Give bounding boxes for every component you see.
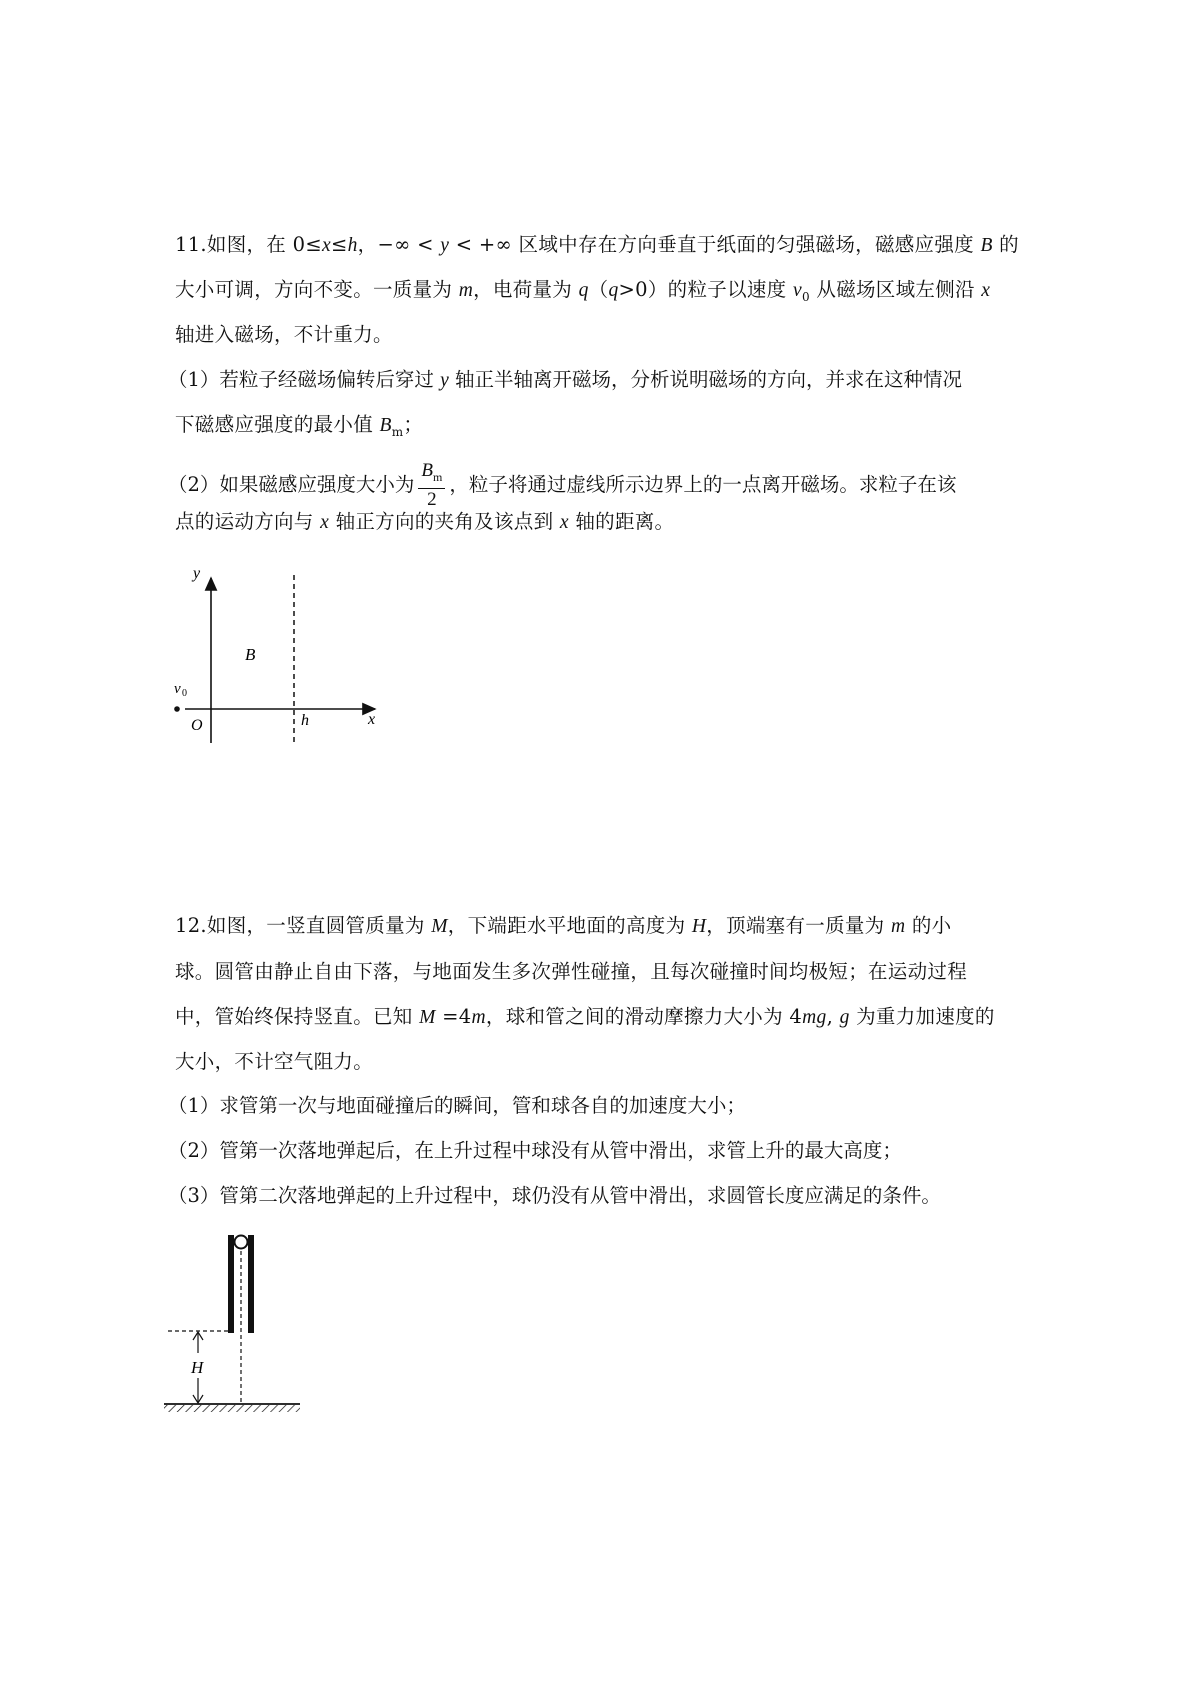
- q12-text: （3）管第二次落地弹起的上升过程中，球仍没有从管中滑出，求圆管长度应满足的条件。: [168, 1184, 941, 1207]
- var-m: m: [890, 916, 906, 937]
- q12-text: 为重力加速度的: [849, 1005, 995, 1028]
- label-v-sub: 0: [182, 688, 187, 699]
- q11-text: 下磁感应强度的最小值: [175, 413, 380, 436]
- q12-text: 中，管始终保持竖直。已知: [175, 1005, 420, 1028]
- q11-part-2-line-2: [175, 509, 674, 536]
- q11-line-3: [175, 322, 393, 348]
- q11-text: （1）若粒子经磁场偏转后穿过: [168, 368, 441, 391]
- q11-text: >0）的粒子以速度: [618, 278, 793, 301]
- var-mg: mg: [802, 1007, 827, 1028]
- q11-part-1-line-1: [168, 367, 962, 394]
- q11-text: （: [588, 278, 609, 301]
- var-y: y: [440, 235, 450, 256]
- var-B: B: [421, 460, 434, 481]
- q11-text: 的: [992, 233, 1019, 256]
- q12-text: ，下端距水平地面的高度为: [447, 914, 692, 937]
- label-y: y: [193, 565, 201, 582]
- var-x: x: [559, 512, 569, 533]
- q12-line-4: [175, 1049, 373, 1075]
- subscript-0: 0: [801, 289, 810, 304]
- var-M: M: [419, 1007, 436, 1028]
- q11-line-1: [175, 232, 1019, 259]
- q12-line-2: [175, 959, 967, 985]
- q12-text: （2）管第一次落地弹起后，在上升过程中球没有从管中滑出，求管上升的最大高度；: [168, 1139, 902, 1162]
- var-m: m: [458, 280, 474, 301]
- subscript-m: m: [391, 424, 404, 439]
- label-B: B: [245, 645, 256, 664]
- q12-line-1: [175, 913, 951, 940]
- q11-part-1-line-2: [175, 412, 423, 445]
- var-H: H: [691, 916, 707, 937]
- q11-text: 轴进入磁场，不计重力。: [175, 323, 393, 346]
- q11-line-2: [175, 277, 990, 310]
- label-x: x: [368, 711, 376, 728]
- subscript-m: m: [433, 469, 443, 484]
- q12-text: 球。圆管由静止自由下落，与地面发生多次弹性碰撞，且每次碰撞时间均极短；在运动过程: [175, 960, 968, 983]
- label-O: O: [191, 717, 203, 734]
- q11-text: 从磁场区域左侧沿: [809, 278, 982, 301]
- q11-text: 轴的距离。: [568, 510, 675, 533]
- q11-text: ，粒子将通过虚线所示边界上的一点离开磁场。求粒子在该: [449, 472, 957, 496]
- q11-part-2-line-1: [168, 460, 956, 511]
- q11-text: （2）如果磁感应强度大小为: [168, 472, 415, 496]
- q12-text: =4: [435, 1005, 472, 1028]
- var-q: q: [578, 280, 589, 301]
- tube-left-wall: [228, 1235, 234, 1333]
- q11-text: 点的运动方向与: [175, 510, 321, 533]
- particle-dot: [174, 706, 180, 712]
- var-g: g: [839, 1007, 850, 1028]
- var-v: v: [792, 280, 802, 301]
- q12-text: 大小，不计空气阻力。: [175, 1050, 374, 1073]
- q11-text: ，电荷量为: [473, 278, 579, 301]
- var-x: x: [320, 512, 330, 533]
- q12-line-3: [175, 1004, 995, 1031]
- q11-text: ，−∞ <: [357, 233, 441, 256]
- q12-text: 的小: [905, 914, 952, 937]
- q11-text: ；: [403, 413, 424, 436]
- var-x: x: [981, 280, 991, 301]
- fraction-Bm-over-2: [418, 460, 445, 511]
- label-v: v: [174, 681, 181, 697]
- var-M: M: [431, 916, 448, 937]
- denominator: 2: [427, 488, 437, 510]
- var-h: h: [347, 235, 358, 256]
- q12-figure: [160, 1225, 320, 1425]
- label-h: h: [301, 712, 309, 729]
- q11-text: ≤: [330, 233, 348, 256]
- var-q: q: [608, 280, 619, 301]
- var-B: B: [980, 235, 993, 256]
- q11-text: < +∞ 区域中存在方向垂直于纸面的匀强磁场，磁感应强度: [449, 233, 981, 256]
- var-B: B: [379, 415, 392, 436]
- q12-part-3: [168, 1183, 941, 1209]
- q12-text: ，顶端塞有一质量为: [706, 914, 891, 937]
- q11-text: 大小可调，方向不变。一质量为: [175, 278, 459, 301]
- q11-text: 轴正半轴离开磁场，分析说明磁场的方向，并求在这种情况: [448, 368, 962, 391]
- var-y: y: [440, 370, 449, 391]
- var-x: x: [321, 235, 331, 256]
- q12-text: （1）求管第一次与地面碰撞后的瞬间，管和球各自的加速度大小；: [168, 1094, 746, 1117]
- q11-text: 11.如图，在 0≤: [175, 233, 322, 256]
- var-m: m: [471, 1007, 486, 1028]
- q12-part-2: [168, 1138, 902, 1164]
- ground-hatch: [164, 1405, 300, 1412]
- q12-text: ，球和管之间的滑动摩擦力大小为 4: [485, 1005, 803, 1028]
- q12-part-1: [168, 1093, 746, 1119]
- label-H: H: [191, 1358, 204, 1377]
- ball: [235, 1236, 248, 1249]
- q12-text: ,: [826, 1005, 840, 1028]
- q11-text: 轴正方向的夹角及该点到: [329, 510, 560, 533]
- q12-text: 12.如图，一竖直圆管质量为: [175, 914, 432, 937]
- q11-figure: [165, 560, 425, 760]
- tube-right-wall: [248, 1235, 254, 1333]
